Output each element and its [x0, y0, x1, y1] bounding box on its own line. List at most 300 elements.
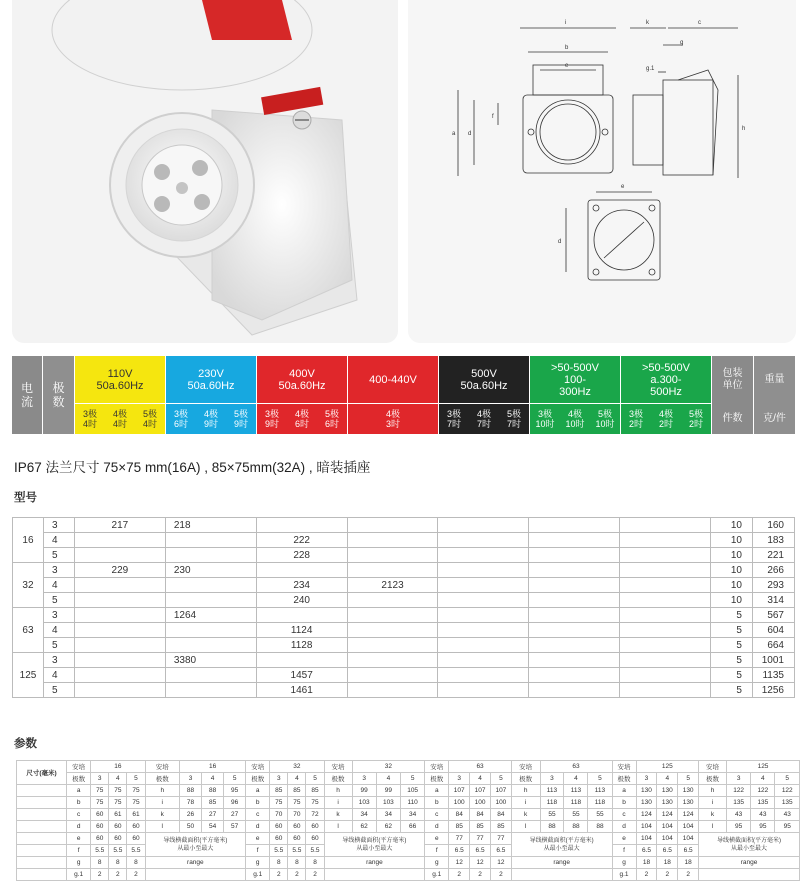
- dim-key: e: [425, 833, 449, 845]
- amp-label: 安培: [67, 761, 91, 773]
- model-cell: [347, 683, 438, 698]
- dim-value: 130: [678, 785, 699, 797]
- wire-note: 导线横截面积(平方毫米) 从最小至最大: [699, 833, 800, 857]
- dim-value: 75: [109, 797, 127, 809]
- poles-label: 极数: [511, 773, 540, 785]
- dim-key: h: [324, 785, 352, 797]
- dim-value: 77: [490, 833, 511, 845]
- dim-value: 6.5: [636, 845, 657, 857]
- model-cell: [74, 653, 165, 668]
- dim-value: 135: [775, 797, 800, 809]
- model-cell: [529, 608, 620, 623]
- dim-value: 34: [376, 809, 400, 821]
- dim-value: 8: [91, 857, 109, 869]
- model-row: [13, 653, 795, 668]
- poles-value: 4: [109, 773, 127, 785]
- dim-value: 135: [751, 797, 775, 809]
- dim-key: k: [699, 809, 727, 821]
- poles-cell: 3: [43, 653, 74, 668]
- pack-cell: 5: [711, 608, 753, 623]
- dim-value: 77: [449, 833, 470, 845]
- weight-cell: 1001: [752, 653, 794, 668]
- current-cell: 125: [13, 653, 44, 698]
- model-cell: [165, 623, 256, 638]
- params-row: [17, 785, 800, 797]
- model-cell: [438, 518, 529, 533]
- spacer-cell: [17, 821, 67, 833]
- poles-cell: 4: [43, 668, 74, 683]
- model-cell: [529, 593, 620, 608]
- model-cell: 230: [165, 563, 256, 578]
- dim-value: 75: [270, 797, 288, 809]
- poles-value: 5: [306, 773, 324, 785]
- dim-value: 12: [470, 857, 491, 869]
- poles-value: 4: [470, 773, 491, 785]
- model-cell: [74, 608, 165, 623]
- dim-key: g.1: [612, 869, 636, 881]
- wire-range: range: [145, 857, 246, 869]
- amp-value: 63: [449, 761, 511, 773]
- poles-label: 极数: [324, 773, 352, 785]
- params-heading: 参数: [14, 738, 37, 750]
- model-cell: 3380: [165, 653, 256, 668]
- model-cell: 1461: [256, 683, 347, 698]
- pack-unit-header: 包装 单位 件数: [712, 356, 753, 434]
- blank-cell: [145, 869, 246, 881]
- model-cell: [347, 653, 438, 668]
- dim-value: 77: [470, 833, 491, 845]
- dim-key: k: [511, 809, 540, 821]
- model-row: [13, 533, 795, 548]
- dim-a-label: a: [452, 131, 456, 137]
- weight-header: 重量 克/件: [754, 356, 795, 434]
- dim-value: 130: [657, 785, 678, 797]
- params-row: [17, 833, 800, 845]
- model-row: [13, 563, 795, 578]
- dim-e2-label: e: [621, 184, 625, 190]
- pack-cell: 5: [711, 623, 753, 638]
- model-cell: [74, 683, 165, 698]
- model-cell: 2123: [347, 578, 438, 593]
- model-cell: [74, 668, 165, 683]
- model-cell: [165, 638, 256, 653]
- dim-key: l: [324, 821, 352, 833]
- model-cell: [165, 548, 256, 563]
- model-cell: [620, 623, 711, 638]
- dim-d2-label: d: [558, 239, 562, 245]
- dim-value: 6.5: [678, 845, 699, 857]
- dim-value: 2: [470, 869, 491, 881]
- dim-value: 6.5: [449, 845, 470, 857]
- dim-g-label: g: [680, 40, 684, 46]
- params-poles-row: [17, 773, 800, 785]
- dim-value: 96: [224, 797, 246, 809]
- weight-cell: 567: [752, 608, 794, 623]
- model-cell: [529, 653, 620, 668]
- dim-value: 2: [109, 869, 127, 881]
- dim-value: 43: [775, 809, 800, 821]
- product-photo: [12, 0, 398, 343]
- dim-key: d: [612, 821, 636, 833]
- dim-key: c: [425, 809, 449, 821]
- poles-value: 5: [224, 773, 246, 785]
- model-cell: [620, 533, 711, 548]
- poles-cell: 4: [43, 533, 74, 548]
- dim-key: k: [145, 809, 180, 821]
- dim-value: 60: [288, 833, 306, 845]
- dim-key: f: [246, 845, 270, 857]
- dim-value: 6.5: [490, 845, 511, 857]
- dim-value: 12: [449, 857, 470, 869]
- weight-cell: 160: [752, 518, 794, 533]
- dim-value: 88: [180, 785, 202, 797]
- spacer-cell: [17, 833, 67, 845]
- dim-value: 104: [657, 821, 678, 833]
- weight-cell: 1135: [752, 668, 794, 683]
- dim-value: 100: [470, 797, 491, 809]
- amp-label: 安培: [699, 761, 727, 773]
- dim-value: 99: [352, 785, 376, 797]
- model-cell: 218: [165, 518, 256, 533]
- dim-value: 88: [588, 821, 612, 833]
- dim-key: i: [699, 797, 727, 809]
- weight-cell: 604: [752, 623, 794, 638]
- model-cell: [438, 533, 529, 548]
- dim-d-label: d: [468, 131, 472, 137]
- dim-value: 107: [470, 785, 491, 797]
- poles-value: 4: [202, 773, 224, 785]
- model-cell: [438, 653, 529, 668]
- model-cell: [256, 563, 347, 578]
- params-row: [17, 821, 800, 833]
- dim-value: 2: [636, 869, 657, 881]
- dim-value: 75: [288, 797, 306, 809]
- poles-cell: 5: [43, 593, 74, 608]
- dim-key: b: [67, 797, 91, 809]
- model-cell: [529, 623, 620, 638]
- dim-value: 2: [678, 869, 699, 881]
- dim-value: 8: [306, 857, 324, 869]
- pack-cell: 5: [711, 683, 753, 698]
- poles-value: 3: [636, 773, 657, 785]
- dim-value: 60: [109, 833, 127, 845]
- dim-key: h: [145, 785, 180, 797]
- current-cell: 63: [13, 608, 44, 653]
- dim-value: 124: [657, 809, 678, 821]
- poles-value: 4: [657, 773, 678, 785]
- poles-value: 5: [588, 773, 612, 785]
- blank-cell: [324, 869, 425, 881]
- size-label: 尺寸(毫米): [17, 761, 67, 785]
- pack-cell: 10: [711, 593, 753, 608]
- spacer-cell: [17, 797, 67, 809]
- product-title: IP67 法兰尺寸 75×75 mm(16A) , 85×75mm(32A) , 暗装插座: [14, 460, 371, 475]
- dim-value: 61: [127, 809, 145, 821]
- model-cell: [529, 578, 620, 593]
- dim-key: g: [246, 857, 270, 869]
- poles-value: 4: [376, 773, 400, 785]
- dim-value: 113: [588, 785, 612, 797]
- dim-value: 130: [636, 797, 657, 809]
- dim-key: c: [612, 809, 636, 821]
- params-row: [17, 869, 800, 881]
- model-cell: [620, 518, 711, 533]
- dim-value: 18: [636, 857, 657, 869]
- dim-value: 62: [376, 821, 400, 833]
- dim-value: 8: [109, 857, 127, 869]
- dim-value: 75: [306, 797, 324, 809]
- dim-value: 60: [288, 821, 306, 833]
- model-cell: [347, 608, 438, 623]
- dim-value: 85: [449, 821, 470, 833]
- weight-cell: 664: [752, 638, 794, 653]
- dim-value: 43: [727, 809, 751, 821]
- poles-cell: 5: [43, 683, 74, 698]
- dim-key: g: [425, 857, 449, 869]
- dimension-drawing: [408, 0, 796, 343]
- blank-cell: [699, 869, 800, 881]
- dim-value: 2: [657, 869, 678, 881]
- dim-value: 85: [202, 797, 224, 809]
- dim-value: 122: [775, 785, 800, 797]
- model-cell: [256, 653, 347, 668]
- dim-g1-label: g.1: [646, 66, 655, 72]
- dim-value: 66: [401, 821, 425, 833]
- dim-key: f: [67, 845, 91, 857]
- dim-value: 5.5: [306, 845, 324, 857]
- dim-value: 12: [490, 857, 511, 869]
- amp-value: 125: [636, 761, 698, 773]
- dim-key: b: [612, 797, 636, 809]
- dim-value: 104: [678, 833, 699, 845]
- poles-cell: 3: [43, 608, 74, 623]
- model-cell: [620, 548, 711, 563]
- dim-value: 95: [775, 821, 800, 833]
- model-cell: [620, 593, 711, 608]
- amp-value: 16: [180, 761, 246, 773]
- dim-value: 5.5: [127, 845, 145, 857]
- pack-cell: 10: [711, 563, 753, 578]
- spacer-cell: [17, 869, 67, 881]
- model-cell: [347, 563, 438, 578]
- poles-value: 3: [540, 773, 564, 785]
- model-cell: 228: [256, 548, 347, 563]
- poles-cell: 5: [43, 638, 74, 653]
- model-cell: [165, 578, 256, 593]
- dim-value: 122: [751, 785, 775, 797]
- dim-value: 8: [270, 857, 288, 869]
- model-cell: [74, 623, 165, 638]
- dim-value: 34: [401, 809, 425, 821]
- dim-value: 130: [657, 797, 678, 809]
- model-cell: [165, 593, 256, 608]
- dim-value: 95: [751, 821, 775, 833]
- dim-value: 60: [306, 821, 324, 833]
- dim-value: 60: [270, 821, 288, 833]
- dim-value: 60: [306, 833, 324, 845]
- model-cell: 1457: [256, 668, 347, 683]
- current-header: 电 流: [12, 356, 42, 434]
- model-cell: [347, 518, 438, 533]
- dim-value: 60: [127, 833, 145, 845]
- dim-value: 100: [449, 797, 470, 809]
- dim-value: 104: [636, 821, 657, 833]
- params-row: [17, 797, 800, 809]
- model-cell: [438, 548, 529, 563]
- model-row: [13, 668, 795, 683]
- dim-key: a: [425, 785, 449, 797]
- dim-value: 5.5: [270, 845, 288, 857]
- poles-value: 4: [564, 773, 588, 785]
- dim-value: 72: [306, 809, 324, 821]
- pack-cell: 10: [711, 548, 753, 563]
- dim-value: 60: [109, 821, 127, 833]
- dim-key: d: [425, 821, 449, 833]
- poles-value: 3: [270, 773, 288, 785]
- dim-value: 84: [449, 809, 470, 821]
- model-cell: [74, 593, 165, 608]
- spec-header: [12, 356, 795, 434]
- dim-value: 50: [180, 821, 202, 833]
- model-cell: [529, 683, 620, 698]
- model-cell: [347, 668, 438, 683]
- weight-cell: 221: [752, 548, 794, 563]
- model-cell: [165, 533, 256, 548]
- model-cell: 217: [74, 518, 165, 533]
- model-cell: [347, 623, 438, 638]
- model-cell: [256, 608, 347, 623]
- dim-value: 130: [678, 797, 699, 809]
- wire-range: range: [511, 857, 612, 869]
- model-row: [13, 638, 795, 653]
- dim-value: 135: [727, 797, 751, 809]
- model-cell: [165, 683, 256, 698]
- dim-k-label: k: [646, 20, 649, 26]
- dim-value: 75: [127, 785, 145, 797]
- dim-f-label: f: [492, 114, 494, 120]
- poles-value: 4: [288, 773, 306, 785]
- dim-key: k: [324, 809, 352, 821]
- dim-key: f: [612, 845, 636, 857]
- dim-key: g: [67, 857, 91, 869]
- poles-label: 极数: [246, 773, 270, 785]
- model-cell: [529, 548, 620, 563]
- dim-value: 85: [288, 785, 306, 797]
- model-cell: [74, 638, 165, 653]
- model-cell: [620, 653, 711, 668]
- weight-cell: 183: [752, 533, 794, 548]
- dim-key: b: [425, 797, 449, 809]
- model-cell: [347, 593, 438, 608]
- weight-cell: 314: [752, 593, 794, 608]
- dim-value: 78: [180, 797, 202, 809]
- dim-value: 104: [657, 833, 678, 845]
- model-cell: 1128: [256, 638, 347, 653]
- model-cell: [347, 533, 438, 548]
- dim-value: 54: [202, 821, 224, 833]
- dim-value: 57: [224, 821, 246, 833]
- dim-value: 27: [202, 809, 224, 821]
- model-cell: [347, 548, 438, 563]
- dim-value: 100: [490, 797, 511, 809]
- amp-label: 安培: [145, 761, 180, 773]
- poles-value: 3: [727, 773, 751, 785]
- dim-value: 2: [270, 869, 288, 881]
- dim-value: 2: [91, 869, 109, 881]
- poles-label: 极数: [145, 773, 180, 785]
- model-row: [13, 548, 795, 563]
- wire-note: 导线横截面积(平方毫米) 从最小至最大: [324, 833, 425, 857]
- poles-value: 3: [91, 773, 109, 785]
- dim-value: 5.5: [91, 845, 109, 857]
- dim-key: f: [425, 845, 449, 857]
- model-cell: [529, 533, 620, 548]
- dim-value: 75: [109, 785, 127, 797]
- dim-key: g: [612, 857, 636, 869]
- group-400v: 400V 50a.60Hz 3极 9时 4极 6时 5极 6时: [257, 356, 347, 434]
- current-cell: 16: [13, 518, 44, 563]
- technical-drawing: [408, 0, 796, 343]
- dim-value: 104: [636, 833, 657, 845]
- poles-label: 极数: [612, 773, 636, 785]
- dim-value: 85: [490, 821, 511, 833]
- model-cell: 229: [74, 563, 165, 578]
- amp-label: 安培: [246, 761, 270, 773]
- dim-key: i: [324, 797, 352, 809]
- model-heading: 型号: [14, 492, 37, 504]
- dim-value: 2: [288, 869, 306, 881]
- model-cell: [347, 638, 438, 653]
- dim-value: 103: [352, 797, 376, 809]
- socket-illustration: [12, 0, 398, 343]
- model-row: [13, 683, 795, 698]
- dim-value: 118: [564, 797, 588, 809]
- poles-value: 3: [449, 773, 470, 785]
- poles-label: 极数: [67, 773, 91, 785]
- dim-value: 60: [127, 821, 145, 833]
- poles-value: 5: [127, 773, 145, 785]
- dim-key: e: [246, 833, 270, 845]
- blank-cell: [511, 869, 612, 881]
- model-cell: 234: [256, 578, 347, 593]
- poles-cell: 3: [43, 563, 74, 578]
- poles-cell: 3: [43, 518, 74, 533]
- model-cell: [438, 578, 529, 593]
- model-cell: [438, 638, 529, 653]
- dim-value: 103: [376, 797, 400, 809]
- dim-value: 85: [270, 785, 288, 797]
- amp-value: 32: [352, 761, 425, 773]
- model-cell: [620, 608, 711, 623]
- model-cell: [529, 518, 620, 533]
- dim-value: 118: [540, 797, 564, 809]
- dim-value: 95: [727, 821, 751, 833]
- dim-value: 85: [306, 785, 324, 797]
- dim-value: 62: [352, 821, 376, 833]
- pack-cell: 5: [711, 653, 753, 668]
- dim-value: 88: [540, 821, 564, 833]
- dim-value: 124: [678, 809, 699, 821]
- dim-key: i: [511, 797, 540, 809]
- amp-value: 63: [540, 761, 612, 773]
- group-230v: 230V 50a.60Hz 3极 6时 4极 9时 5极 9时: [166, 356, 256, 434]
- model-cell: 240: [256, 593, 347, 608]
- dim-i-label: i: [565, 20, 567, 26]
- pack-cell: 10: [711, 518, 753, 533]
- pack-cell: 10: [711, 578, 753, 593]
- current-cell: 32: [13, 563, 44, 608]
- poles-cell: 5: [43, 548, 74, 563]
